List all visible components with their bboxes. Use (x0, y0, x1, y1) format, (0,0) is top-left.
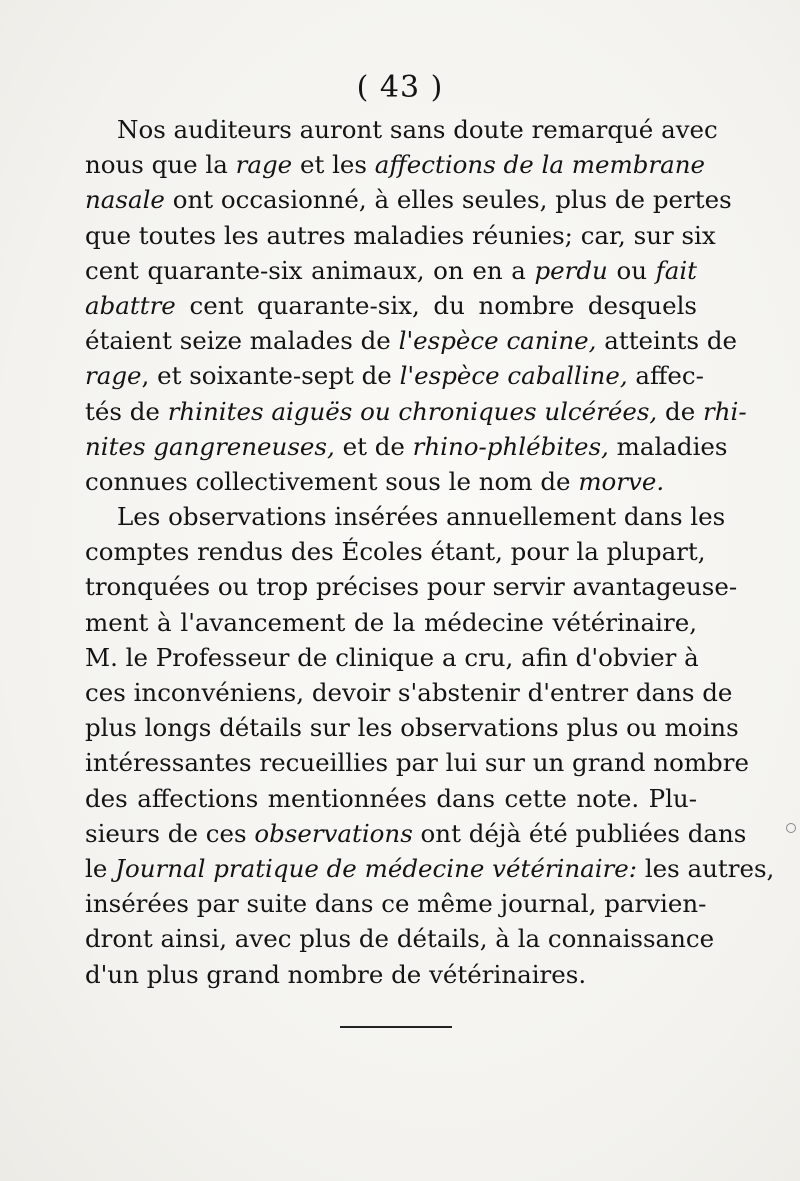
text-line (85, 112, 718, 147)
text-line (85, 288, 697, 323)
italic-text: nites gangreneuses, (85, 431, 335, 461)
italic-text: perdu (534, 255, 608, 285)
text-line (85, 569, 738, 604)
italic-text: affections de la membrane (374, 150, 705, 180)
text-line (85, 253, 697, 288)
text-segment: de (657, 396, 703, 426)
text-segment: cent quarante-six, du nombre desquels (175, 290, 697, 320)
text-segment: dront ainsi, avec plus de détails, à la connaissance (85, 924, 715, 954)
italic-text: rhi- (703, 396, 747, 426)
italic-text: rage (85, 361, 142, 391)
text-line (85, 675, 733, 710)
italic-text: rhino-phlébites, (412, 431, 609, 461)
text-line (85, 886, 707, 921)
italic-text: l'espèce caballine, (399, 361, 628, 391)
text-segment: connues collectivement sous le nom de (85, 466, 579, 496)
text-line (85, 710, 739, 745)
text-line (85, 218, 716, 253)
text-segment: comptes rendus des Écoles étant, pour la plupart, (85, 537, 706, 567)
text-segment: que toutes les autres maladies réunies; car, sur six (85, 220, 716, 250)
paragraph-clinical-observations (85, 499, 775, 992)
text-segment: atteints de (596, 326, 738, 356)
text-segment: ment à l'avancement de la médecine vétérinaire, (85, 607, 697, 637)
text-segment: intéressantes recueillies par lui sur un grand nombre (85, 748, 749, 778)
body-text (85, 112, 775, 992)
italic-text: rhinites aiguës ou chroniques ulcérées, (167, 396, 658, 426)
text-segment: M. le Professeur de clinique a cru, afin d'obvier à (85, 642, 699, 672)
text-segment: étaient seize malades de (85, 326, 399, 356)
text-segment: ou (607, 255, 656, 285)
end-rule (340, 1026, 452, 1028)
text-segment: d'un plus grand nombre de vétérinaires. (85, 959, 587, 989)
text-line (85, 464, 697, 499)
italic-text: Journal pratique de médecine vétérinaire: (115, 853, 638, 883)
text-segment: nous que la (85, 150, 236, 180)
italic-text: observations (254, 818, 413, 848)
text-line (85, 394, 747, 429)
text-segment: les autres, (637, 853, 775, 883)
text-line (85, 781, 697, 816)
text-segment: et les (292, 150, 375, 180)
italic-text: abattre (85, 290, 176, 320)
text-segment: Les observations insérées annuellement dans les (117, 502, 726, 532)
text-line (85, 534, 706, 569)
text-segment: ont occasionné, à elles seules, plus de pertes (164, 185, 732, 215)
text-segment: tronquées ou trop précises pour servir avantageuse- (85, 572, 738, 602)
text-segment: , et soixante-sept de (141, 361, 400, 391)
text-line (85, 182, 732, 217)
italic-text: l'espèce canine, (398, 326, 597, 356)
text-line (85, 605, 697, 640)
text-segment: et de (334, 431, 413, 461)
text-segment: insérées par suite dans ce même journal, parvien- (85, 889, 707, 919)
paragraph-rage-and-morve (85, 112, 747, 499)
text-segment: ont déjà été publiées dans (412, 818, 747, 848)
italic-text: morve. (578, 466, 665, 496)
italic-text: nasale (85, 185, 165, 215)
text-segment: affec- (627, 361, 704, 391)
text-line (85, 147, 705, 182)
page-number: ( 43 ) (356, 70, 444, 105)
text-segment: des affections mentionnées dans cette note. Plu- (85, 783, 697, 813)
text-line (85, 957, 697, 992)
text-segment: le (85, 853, 116, 883)
text-line (85, 640, 697, 675)
italic-text: fait (655, 255, 697, 285)
text-line (85, 745, 749, 780)
italic-text: rage (235, 150, 293, 180)
text-line (85, 851, 775, 886)
text-segment: maladies (608, 431, 728, 461)
margin-mark (786, 823, 796, 833)
text-segment: cent quarante-six animaux, on en a (85, 255, 535, 285)
text-segment: Nos auditeurs auront sans doute remarqué avec (117, 115, 718, 144)
text-line (85, 816, 747, 851)
text-segment: sieurs de ces (85, 818, 255, 848)
text-line (85, 921, 715, 956)
text-line (85, 499, 726, 534)
text-segment: tés de (85, 396, 168, 426)
text-line (85, 323, 738, 358)
text-segment: ces inconvéniens, devoir s'abstenir d'entrer dans de (85, 678, 733, 707)
text-segment: plus longs détails sur les observations plus ou moins (85, 713, 739, 743)
text-line (85, 358, 704, 393)
text-line (85, 429, 728, 464)
